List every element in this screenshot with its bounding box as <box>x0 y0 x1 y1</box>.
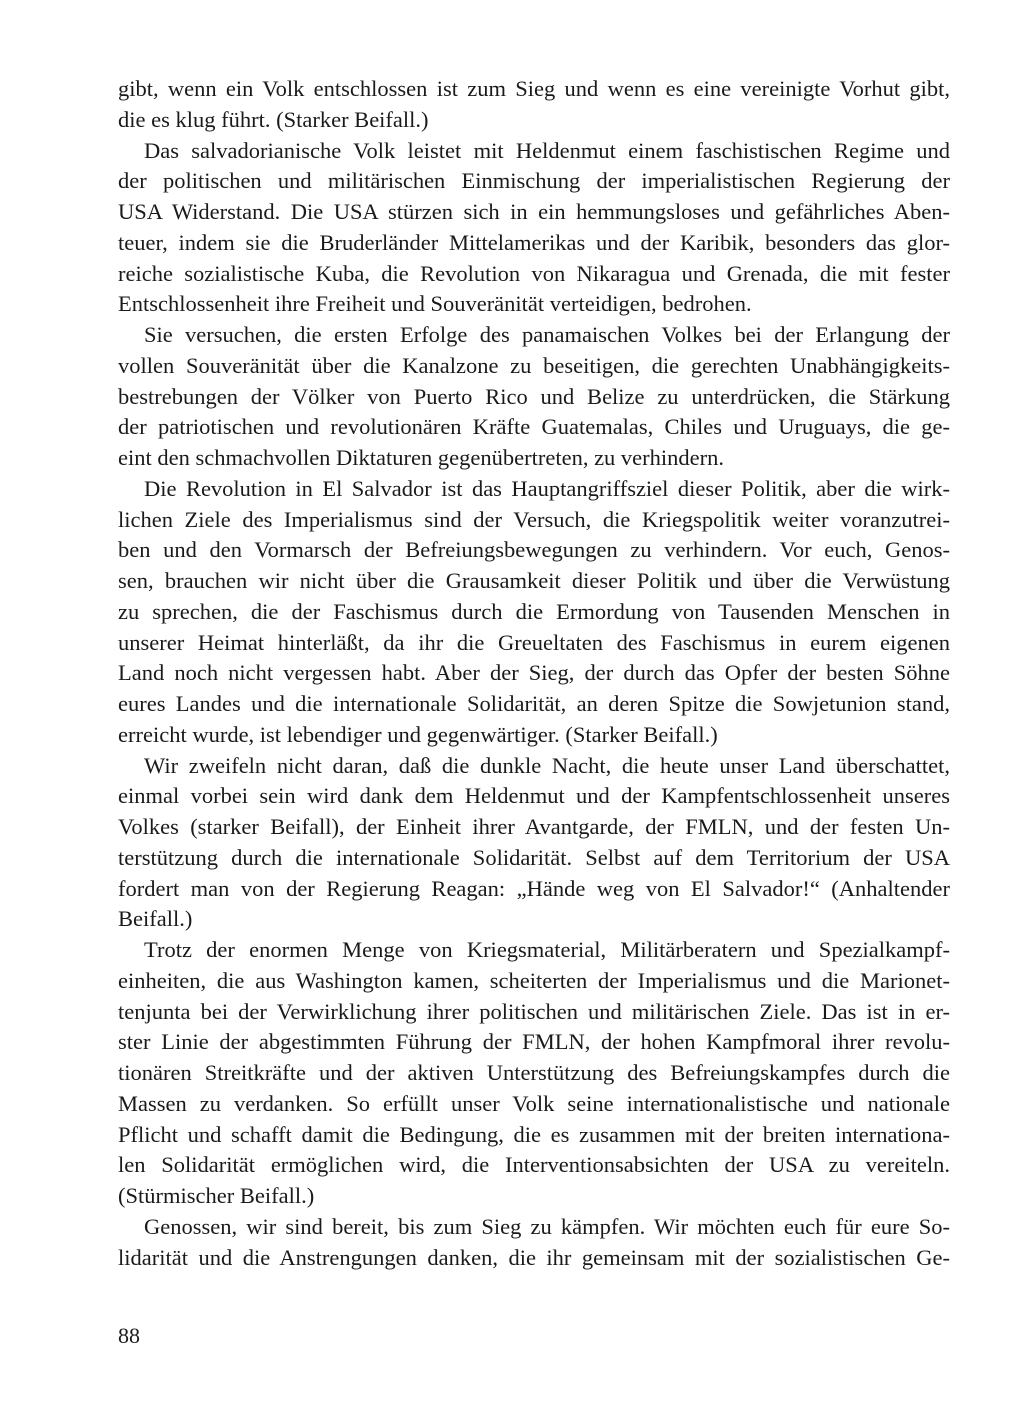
text-line: reiche sozialistische Kuba, die Revolution von Nikaragua und Grenada, die mit fester <box>118 260 950 286</box>
text-line: Das salvadorianische Volk leistet mit Heldenmut einem faschistischen Regime und <box>144 137 950 163</box>
text-line: Genossen, wir sind bereit, bis zum Sieg zu kämpfen. Wir möchten euch für eure So- <box>144 1213 950 1239</box>
text-line: zu sprechen, die der Faschismus durch die Ermordung von Tausenden Menschen in <box>118 598 950 624</box>
text-line: eint den schmachvollen Diktaturen gegenübertreten, zu verhindern. <box>118 445 725 470</box>
text-line: (Stürmischer Beifall.) <box>118 1183 315 1208</box>
text-line: tionären Streitkräfte und der aktiven Unterstützung des Befreiungskampfes durch die <box>118 1060 950 1085</box>
text-line: ben und den Vormarsch der Befreiungsbewegungen zu verhindern. Vor euch, Genos- <box>118 537 950 563</box>
text-line: gibt, wenn ein Volk entschlossen ist zum Sieg und wenn es eine vereinigte Vorhut gibt, <box>118 76 950 101</box>
text-line: lidarität und die Anstrengungen danken, die ihr gemeinsam mit der sozialistischen Ge- <box>118 1244 950 1270</box>
text-line: Sie versuchen, die ersten Erfolge des panamaischen Volkes bei der Erlangung der <box>144 322 950 347</box>
text-line: Land noch nicht vergessen habt. Aber der Sieg, der durch das Opfer der besten Söhne <box>118 660 950 686</box>
text-line: einheiten, die aus Washington kamen, scheiterten der Imperialismus und die Marionet- <box>118 967 950 993</box>
text-line: teuer, indem sie die Bruderländer Mittelamerikas und der Karibik, besonders das glor- <box>118 229 950 255</box>
text-line: der patriotischen und revolutionären Kräfte Guatemalas, Chiles und Uruguays, die ge- <box>118 414 950 440</box>
text-line: len Solidarität ermöglichen wird, die Interventionsabsichten der USA zu vereiteln. <box>118 1152 950 1178</box>
text-line: Massen zu verdanken. So erfüllt unser Volk seine internationalistische und nationale <box>118 1090 950 1116</box>
text-line: Pflicht und schafft damit die Bedingung, die es zusammen mit der breiten internationa- <box>118 1121 950 1147</box>
text-line: fordert man von der Regierung Reagan: „Hände weg von El Salvador!“ (Anhaltender <box>118 875 950 901</box>
text-line: Die Revolution in El Salvador ist das Hauptangriffsziel dieser Politik, aber die wirk- <box>144 475 950 501</box>
text-line: der politischen und militärischen Einmischung der imperialistischen Regierung der <box>118 168 950 194</box>
text-line: Volkes (starker Beifall), der Einheit ihrer Avantgarde, der FMLN, und der festen Un- <box>118 814 950 839</box>
text-line: vollen Souveränität über die Kanalzone zu beseitigen, die gerechten Unabhängigkeits- <box>118 352 950 378</box>
text-line: tenjunta bei der Verwirklichung ihrer politischen und militärischen Ziele. Das ist in er- <box>118 998 950 1024</box>
text-line: erreicht wurde, ist lebendiger und gegenwärtiger. (Starker Beifall.) <box>118 721 718 747</box>
text-line: lichen Ziele des Imperialismus sind der Versuch, die Kriegspolitik weiter voranzutrei- <box>118 506 950 532</box>
page-number: 88 <box>118 1323 140 1348</box>
text-line: die es klug führt. (Starker Beifall.) <box>118 106 429 132</box>
text-line: Beifall.) <box>118 906 193 932</box>
text-line: Entschlossenheit ihre Freiheit und Souveränität verteidigen, bedrohen. <box>118 291 752 317</box>
text-line: Wir zweifeln nicht daran, daß die dunkle Nacht, die heute unser Land überschattet, <box>144 752 950 778</box>
text-line: terstützung durch die internationale Solidarität. Selbst auf dem Territorium der USA <box>118 844 950 870</box>
text-line: einmal vorbei sein wird dank dem Heldenmut und der Kampfentschlossenheit unseres <box>118 783 950 809</box>
text-line: Trotz der enormen Menge von Kriegsmaterial, Militärberatern und Spezialkampf- <box>144 937 950 962</box>
text-line: bestrebungen der Völker von Puerto Rico und Belize zu unterdrücken, die Stärkung <box>118 383 950 409</box>
text-line: sen, brauchen wir nicht über die Grausamkeit dieser Politik und über die Verwüstung <box>118 568 950 593</box>
text-line: ster Linie der abgestimmten Führung der FMLN, der hohen Kampfmoral ihrer revolu- <box>118 1029 950 1055</box>
text-line: eures Landes und die internationale Solidarität, an deren Spitze die Sowjetunion stand, <box>118 691 950 716</box>
text-line: unserer Heimat hinterläßt, da ihr die Greueltaten des Faschismus in eurem eigenen <box>118 629 950 655</box>
body-text <box>118 74 950 1273</box>
text-line: USA Widerstand. Die USA stürzen sich in ein hemmungsloses und gefährliches Aben- <box>118 199 950 224</box>
